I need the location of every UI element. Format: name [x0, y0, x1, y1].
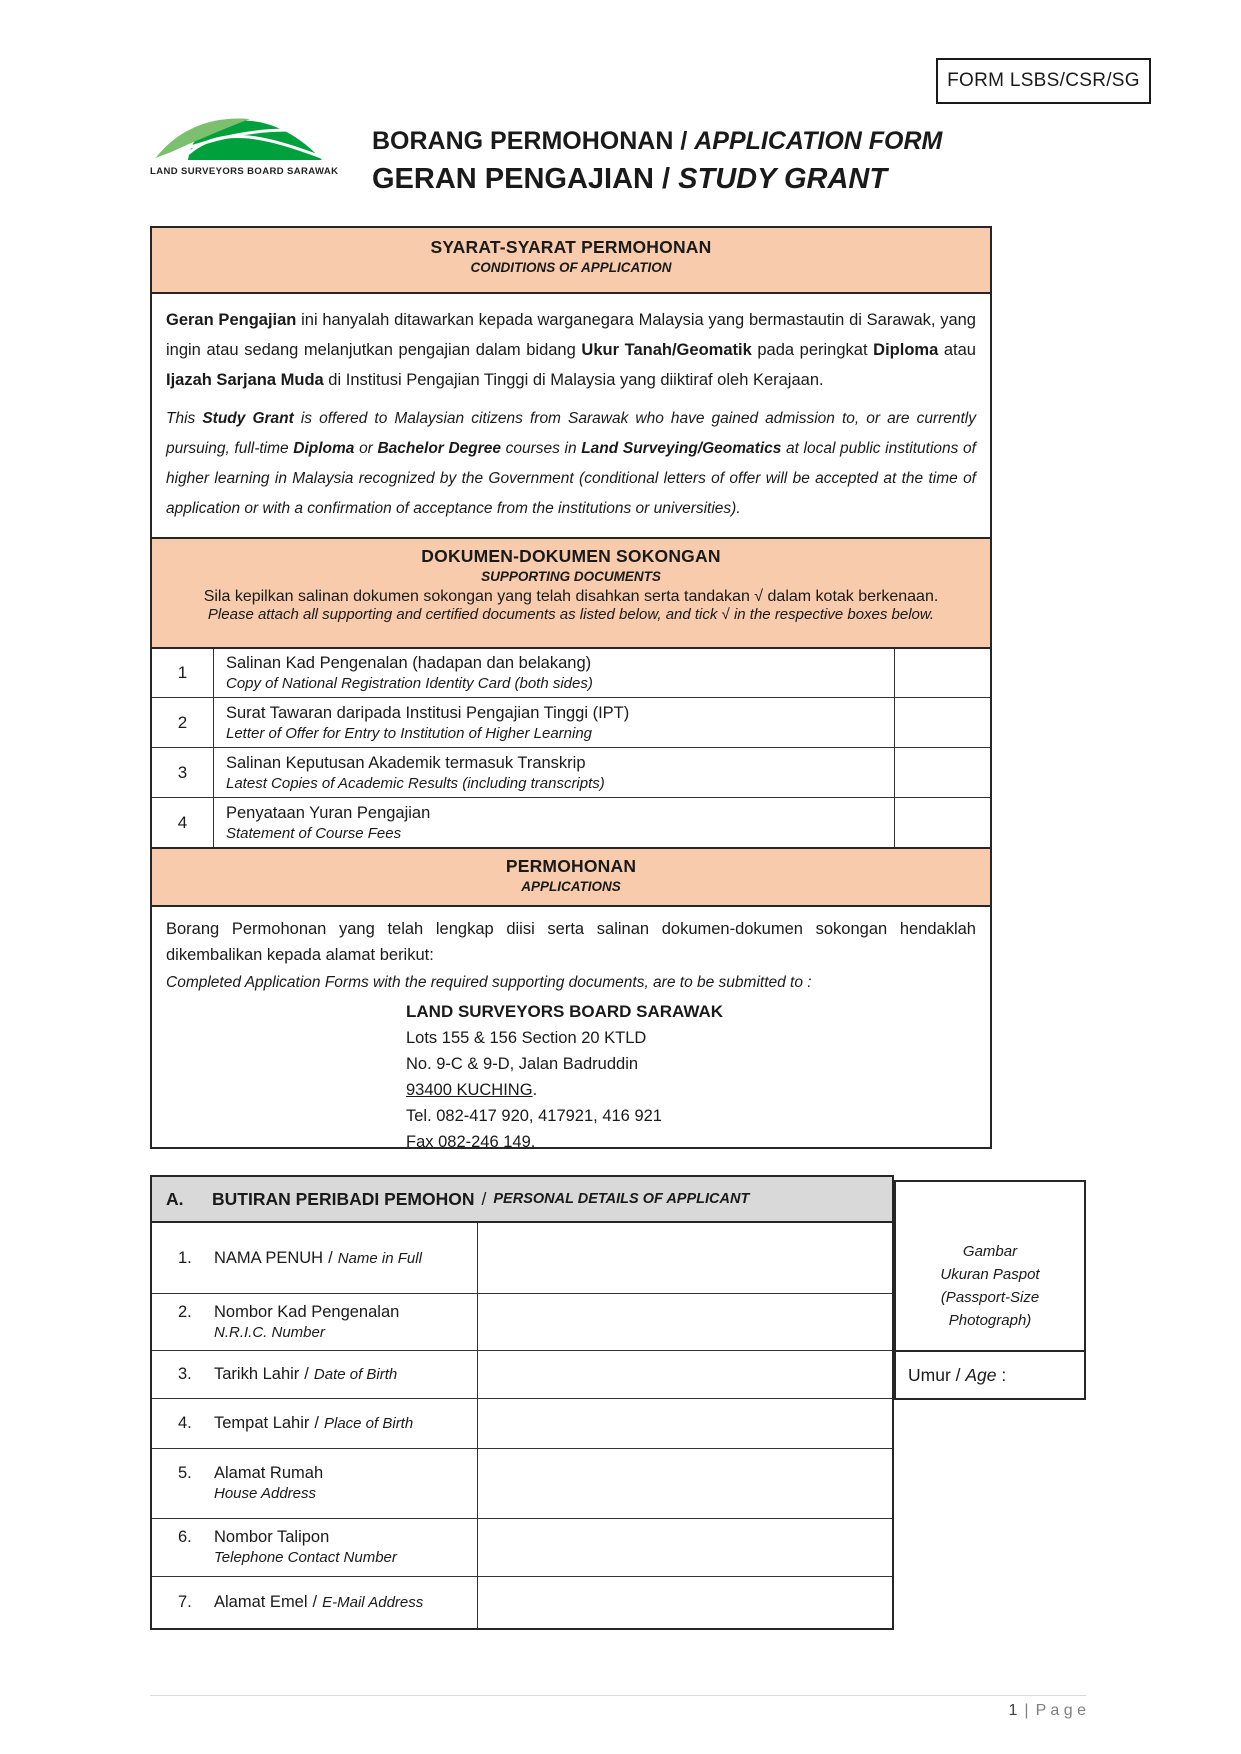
row-label-en: Date of Birth [313, 1366, 398, 1383]
field-input-phone[interactable] [478, 1519, 892, 1576]
footer-rule [150, 1695, 1086, 1696]
personal-row-nric [152, 1293, 892, 1350]
row-label-ms: Nombor Kad Pengenalan [214, 1302, 400, 1321]
documents-title-en: SUPPORTING DOCUMENTS [481, 569, 661, 584]
conditions-title-en: CONDITIONS OF APPLICATION [470, 260, 672, 275]
applications-header [152, 847, 990, 905]
row-label-ms: Tarikh Lahir [214, 1365, 300, 1383]
tick-box-cell-4[interactable] [894, 798, 990, 847]
personal-details-table [150, 1223, 894, 1630]
field-input-name[interactable] [478, 1223, 892, 1293]
document-number: 3 [152, 748, 214, 797]
address-block [406, 999, 976, 1147]
section-a-title-ms: BUTIRAN PERIBADI PEMOHON [212, 1188, 475, 1209]
documents-instruction-en: Please attach all supporting and certified documents as listed below, and tick √ in the respective boxes below. [207, 606, 935, 623]
document-desc-en: Latest Copies of Academic Results (including transcripts) [226, 774, 605, 792]
document-desc-en: Letter of Offer for Entry to Institution of Higher Learning [226, 724, 593, 742]
field-input-house-address[interactable] [478, 1449, 892, 1518]
row-number: 3. [178, 1365, 192, 1383]
tick-box-cell-2[interactable] [894, 698, 990, 747]
tick-box-cell-1[interactable] [894, 649, 990, 697]
section-a-label: A. [166, 1188, 184, 1209]
row-number: 2. [178, 1302, 192, 1321]
field-input-dob[interactable] [478, 1351, 892, 1398]
documents-title-ms: DOKUMEN-DOKUMEN SOKONGAN [421, 546, 721, 566]
address-tel: Tel. 082-417 920, 417921, 416 921 [406, 1107, 662, 1125]
photo-box-text: (Passport-Size [940, 1289, 1040, 1306]
lsbs-logo-icon [150, 112, 328, 164]
conditions-body [152, 292, 990, 537]
personal-row-name [152, 1223, 892, 1293]
personal-row-dob [152, 1350, 892, 1398]
row-number: 7. [178, 1593, 192, 1611]
photo-box-text: Gambar [962, 1243, 1018, 1260]
form-titles [372, 126, 942, 198]
section-a-header [150, 1175, 894, 1223]
document-desc-ms: Penyataan Yuran Pengajian [226, 803, 431, 822]
row-label-en: House Address [214, 1485, 316, 1502]
applications-title-en: APPLICATIONS [521, 879, 621, 894]
document-row-3 [152, 747, 990, 797]
address-fax: Fax 082-246 149. [406, 1133, 536, 1147]
form-code-text: FORM LSBS/CSR/SG [947, 70, 1140, 91]
documents-instruction-ms: Sila kepilkan salinan dokumen sokongan yang telah disahkan serta tandakan √ dalam kotak berkenaan. [203, 588, 939, 605]
row-number: 5. [178, 1464, 192, 1482]
row-label-ms: Alamat Rumah [214, 1464, 324, 1482]
age-cell [894, 1350, 1086, 1400]
document-number: 4 [152, 798, 214, 847]
applications-paragraph-en: Completed Application Forms with the required supporting documents, are to be submitted to : [166, 974, 812, 991]
personal-row-pob [152, 1398, 892, 1448]
tick-box-cell-3[interactable] [894, 748, 990, 797]
label-separator: / [312, 1593, 318, 1611]
row-label-en: Telephone Contact Number [214, 1549, 397, 1566]
row-number: 4. [178, 1414, 192, 1432]
main-table [150, 226, 992, 1149]
field-input-nric[interactable] [478, 1294, 892, 1350]
field-input-pob[interactable] [478, 1399, 892, 1448]
document-row-1 [152, 647, 990, 697]
row-label-en: Name in Full [337, 1249, 422, 1267]
row-label-ms: Tempat Lahir [214, 1414, 310, 1432]
document-number: 1 [152, 649, 214, 697]
address-line1: Lots 155 & 156 Section 20 KTLD [406, 1029, 647, 1047]
logo-caption: LAND SURVEYORS BOARD SARAWAK [150, 166, 339, 177]
photo-box[interactable] [894, 1180, 1086, 1352]
conditions-paragraph-ms: Geran Pengajian ini hanyalah ditawarkan kepada warganegara Malaysia yang bermastautin di Sarawak, yang ingin atau sedang melanjutkan pengajian dalam bidang Ukur Tanah/Geomatik pada peringkat Diploma atau Ijazah Sarjana Muda di Institusi Pengajian Tinggi di Malaysia yang diiktiraf oleh Kerajaan. [166, 311, 976, 389]
form-title-line2: GERAN PENGAJIAN / STUDY GRANT [372, 163, 888, 196]
label-separator: / [328, 1248, 333, 1267]
document-desc-en: Statement of Course Fees [226, 824, 402, 842]
row-label-en: E-Mail Address [322, 1594, 424, 1611]
personal-row-email [152, 1576, 892, 1628]
row-number: 6. [178, 1528, 192, 1546]
document-desc-ms: Surat Tawaran daripada Institusi Pengajian Tinggi (IPT) [226, 703, 630, 722]
conditions-title-ms: SYARAT-SYARAT PERMOHONAN [430, 237, 712, 257]
document-desc-ms: Salinan Keputusan Akademik termasuk Transkrip [226, 753, 586, 772]
row-label-ms: Alamat Emel [214, 1593, 308, 1611]
applications-paragraph-ms: Borang Permohonan yang telah lengkap diisi serta salinan dokumen-dokumen sokongan hendaklah dikembalikan kepada alamat berikut: [166, 920, 976, 964]
document-desc-ms: Salinan Kad Pengenalan (hadapan dan belakang) [226, 654, 592, 672]
footer-divider: | [1024, 1702, 1029, 1719]
row-label-ms: NAMA PENUH [214, 1248, 324, 1267]
photo-box-text: Photograph) [948, 1312, 1032, 1329]
documents-header [152, 537, 990, 647]
address-line2: No. 9-C & 9-D, Jalan Badruddin [406, 1055, 639, 1073]
label-separator: / [304, 1365, 309, 1383]
row-number: 1. [178, 1248, 192, 1267]
form-title-line1: BORANG PERMOHONAN / APPLICATION FORM [372, 127, 943, 155]
document-number: 2 [152, 698, 214, 747]
address-org: LAND SURVEYORS BOARD SARAWAK [406, 1002, 724, 1021]
applications-title-ms: PERMOHONAN [505, 856, 637, 876]
age-input-area[interactable] [1006, 1352, 1084, 1398]
address-city: 93400 KUCHING. [406, 1081, 538, 1099]
document-row-2 [152, 697, 990, 747]
document-desc-en: Copy of National Registration Identity Card (both sides) [226, 675, 593, 692]
row-label-ms: Nombor Talipon [214, 1528, 330, 1546]
age-label: Umur / Age : [908, 1364, 1007, 1385]
footer-page-number: 1 [1008, 1702, 1018, 1719]
photo-box-text: Ukuran Paspot [940, 1266, 1040, 1283]
row-label-en: Place of Birth [323, 1415, 414, 1432]
label-separator: / [314, 1414, 319, 1432]
section-a-title-en: PERSONAL DETAILS OF APPLICANT [493, 1191, 750, 1207]
applications-body [152, 905, 990, 1147]
section-a-separator: / [481, 1188, 487, 1209]
page-footer [150, 1702, 1086, 1720]
conditions-header [152, 228, 990, 292]
document-row-4 [152, 797, 990, 847]
personal-row-phone [152, 1518, 892, 1576]
field-input-email[interactable] [478, 1577, 892, 1628]
row-label-en: N.R.I.C. Number [214, 1323, 325, 1341]
personal-row-address [152, 1448, 892, 1518]
form-code-box [936, 58, 1151, 104]
conditions-paragraph-en: This Study Grant is offered to Malaysian citizens from Sarawak who have gained admission to, or are currently pursuing, full-time Diploma or Bachelor Degree courses in Land Surveying/Geomatics at local public institutions of higher learning in Malaysia recognized by the Government (conditional letters of offer will be accepted at the time of application or with a confirmation of acceptance from the institutions or universities). [166, 410, 976, 517]
logo-block [150, 112, 339, 177]
footer-page-label: P a g e [1035, 1702, 1086, 1719]
